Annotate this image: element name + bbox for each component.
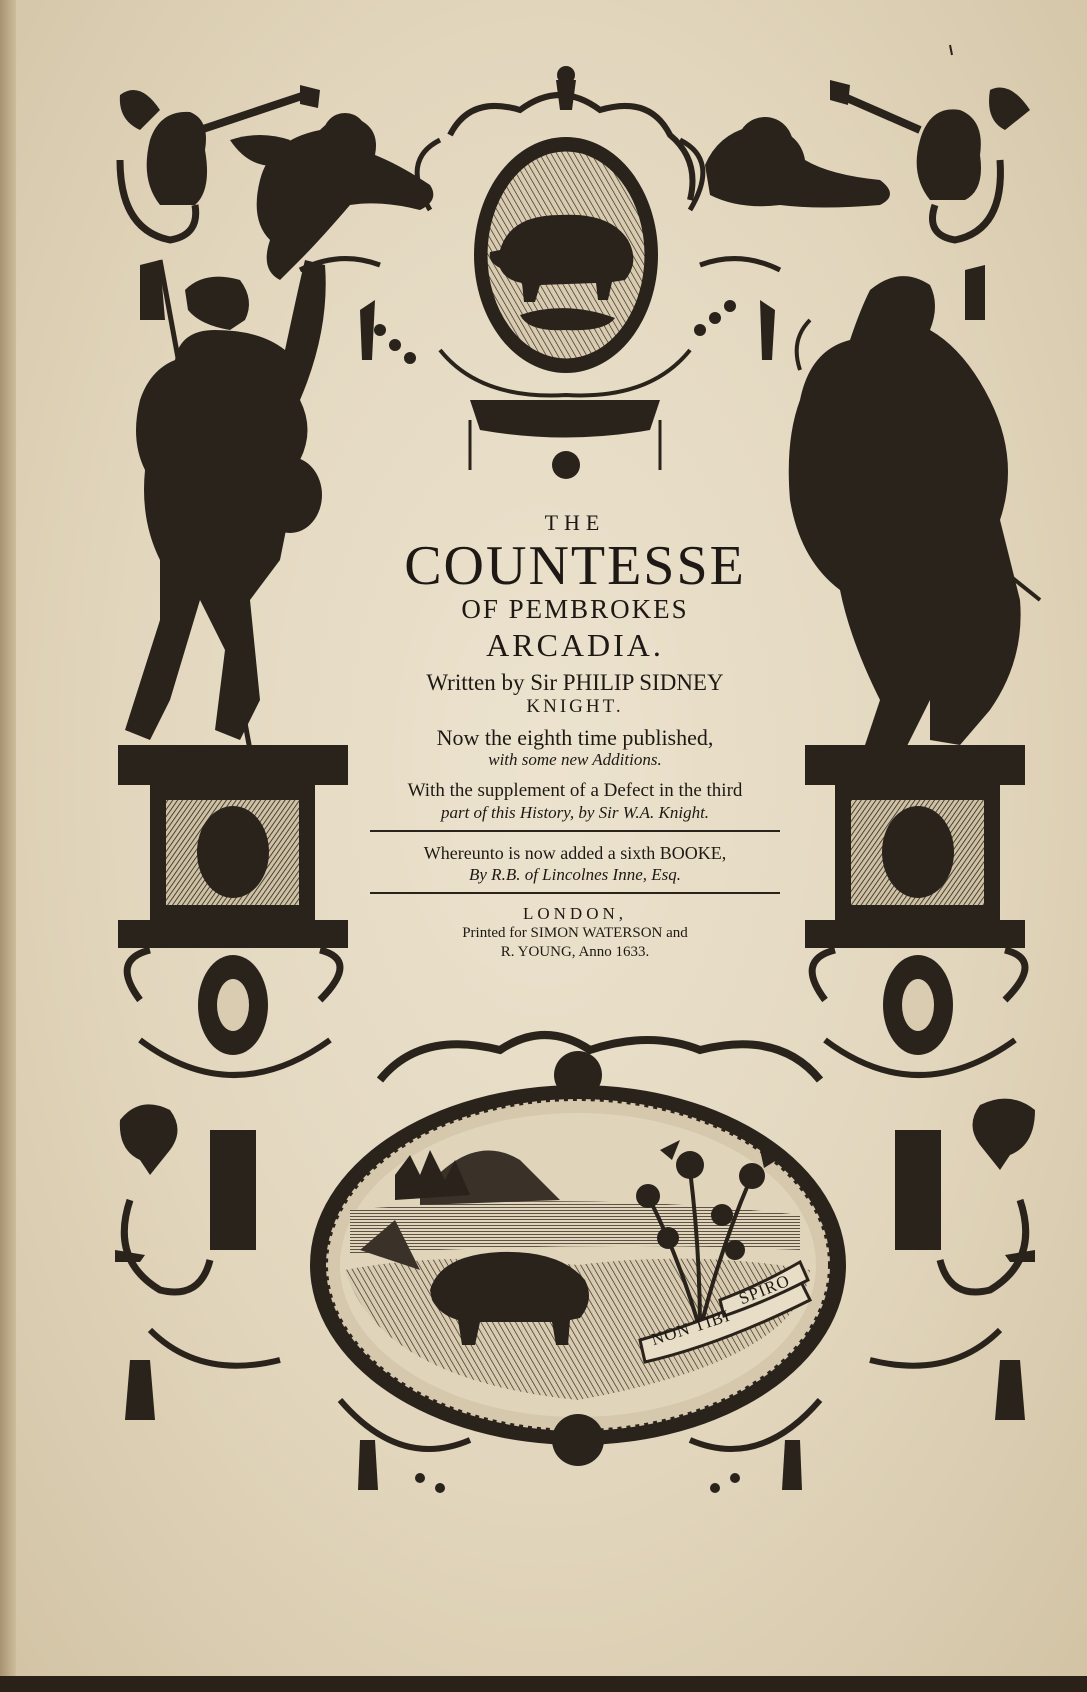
title-countesse: COUNTESSE bbox=[404, 535, 746, 597]
right-pedestal bbox=[805, 745, 1025, 1250]
imprint-date: R. YOUNG, Anno 1633. bbox=[500, 944, 650, 960]
lion-figure-right bbox=[705, 117, 890, 208]
right-bird bbox=[973, 1099, 1036, 1170]
title-text-block bbox=[360, 510, 790, 962]
motto-spiro: SPIRO bbox=[736, 1270, 793, 1309]
author-title: KNIGHT. bbox=[526, 696, 624, 717]
title-of-pembrokes: OF PEMBROKES bbox=[461, 594, 689, 624]
imprint-place: LONDON, bbox=[522, 904, 628, 923]
divider-rule bbox=[370, 830, 780, 832]
additions-line: with some new Additions. bbox=[488, 750, 662, 769]
left-figure-pilgrim bbox=[125, 260, 326, 750]
author-line: Written by Sir PHILIP SIDNEY bbox=[426, 670, 724, 695]
history-line: part of this History, by Sir W.A. Knight. bbox=[440, 803, 710, 822]
imprint-printer: Printed for SIMON WATERSON and bbox=[462, 925, 688, 941]
sixth-book-author: By R.B. of Lincolnes Inne, Esq. bbox=[469, 865, 681, 884]
title-arcadia: ARCADIA. bbox=[486, 627, 664, 663]
edition-line: Now the eighth time published, bbox=[436, 725, 714, 750]
divider-rule-2 bbox=[370, 892, 780, 894]
motto-non-tibi: NON TIBI bbox=[648, 1305, 733, 1350]
page-speck bbox=[950, 45, 952, 55]
sixth-book-line: Whereunto is now added a sixth BOOKE, bbox=[423, 843, 727, 863]
title-the: THE bbox=[544, 510, 606, 535]
right-figure-woman bbox=[789, 276, 1040, 760]
left-pedestal bbox=[118, 745, 348, 1250]
supplement-line: With the supplement of a Defect in the third bbox=[407, 780, 743, 801]
left-bird bbox=[120, 1104, 178, 1175]
